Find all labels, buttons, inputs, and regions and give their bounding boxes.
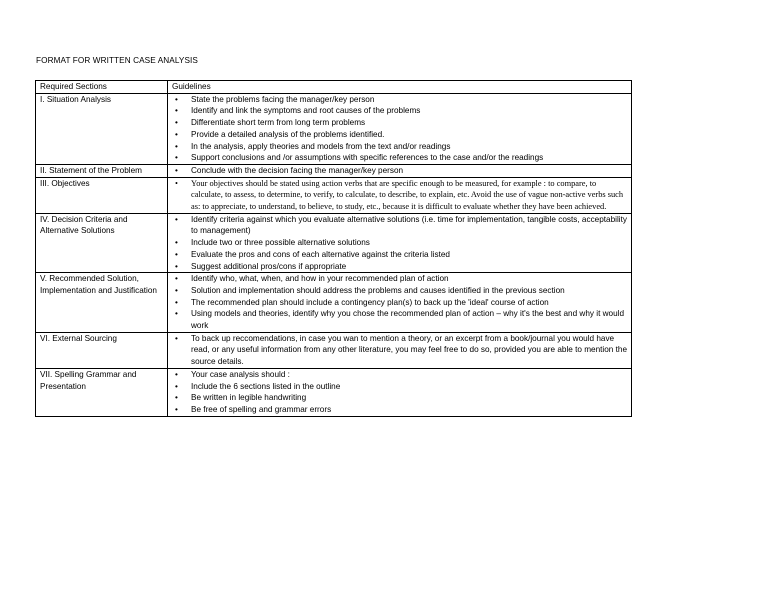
guideline-item: • Your case analysis should : [172, 369, 631, 381]
table-row [36, 368, 632, 416]
guideline-item: • Identify criteria against which you evaluate alternative solutions (i.e. time for implementation, tangible costs, acceptability to management) [172, 214, 631, 237]
table-row [36, 164, 632, 177]
guideline-item: • In the analysis, apply theories and models from the text and/or readings [172, 141, 631, 153]
guideline-item: • Conclude with the decision facing the manager/key person [172, 165, 631, 177]
guideline-item: • State the problems facing the manager/key person [172, 94, 631, 106]
guideline-item: • To back up reccomendations, in case you wan to mention a theory, or an excerpt from a book/journal you would have read, or any useful information from any other literature, you may feel free to do so, provided you are able to mention the source details. [172, 333, 631, 368]
case-analysis-table [35, 80, 632, 417]
guideline-list [172, 178, 631, 213]
guideline-item: • Provide a detailed analysis of the problems identified. [172, 129, 631, 141]
guidelines-cell [168, 164, 632, 177]
section-recommended-solution: V. Recommended Solution, Implementation and Justification [36, 273, 168, 333]
table-row [36, 332, 632, 368]
section-spelling-grammar: VII. Spelling Grammar and Presentation [36, 368, 168, 416]
guidelines-cell [168, 332, 632, 368]
table-row [36, 93, 632, 164]
guideline-item: • Identify who, what, when, and how in your recommended plan of action [172, 273, 631, 285]
guidelines-cell [168, 177, 632, 213]
table-header-row [36, 81, 632, 94]
guideline-item: • Include the 6 sections listed in the outline [172, 381, 631, 393]
guideline-list [172, 273, 631, 332]
guideline-list [172, 214, 631, 273]
guidelines-cell [168, 93, 632, 164]
guideline-list [172, 333, 631, 368]
guideline-item: • Be free of spelling and grammar errors [172, 404, 631, 416]
guideline-item: • Using models and theories, identify why you chose the recommended plan of action – why it's the best and why it would work [172, 308, 631, 331]
guideline-item: • Be written in legible handwriting [172, 392, 631, 404]
guideline-item: • Suggest additional pros/cons if appropriate [172, 261, 631, 273]
table-row [36, 213, 632, 273]
guideline-item: • Support conclusions and /or assumptions with specific references to the case and/or the readings [172, 152, 631, 164]
guideline-item: • Solution and implementation should address the problems and causes identified in the previous section [172, 285, 631, 297]
section-decision-criteria: IV. Decision Criteria and Alternative Solutions [36, 213, 168, 273]
guideline-item: • Evaluate the pros and cons of each alternative against the criteria listed [172, 249, 631, 261]
section-situation-analysis: I. Situation Analysis [36, 93, 168, 164]
guideline-list [172, 165, 631, 177]
table-row [36, 273, 632, 333]
guidelines-cell [168, 273, 632, 333]
header-guidelines: Guidelines [168, 81, 632, 94]
guidelines-cell [168, 213, 632, 273]
header-required-sections: Required Sections [36, 81, 168, 94]
guideline-item: • The recommended plan should include a contingency plan(s) to back up the 'ideal' course of action [172, 297, 631, 309]
document-title: FORMAT FOR WRITTEN CASE ANALYSIS [36, 56, 198, 65]
guideline-item: • Differentiate short term from long term problems [172, 117, 631, 129]
table-row [36, 177, 632, 213]
guideline-item: • Your objectives should be stated using action verbs that are specific enough to be measured, for example : to compare, to calculate, to assess, to determine, to verify, to calculate, to describe, to explain, etc. Avoid the use of vague non-active verbs such as: to appreciate, to understand, to believe, to study, etc., because it is difficult to evaluate whether they have been achieved. [172, 178, 631, 213]
guideline-item: • Include two or three possible alternative solutions [172, 237, 631, 249]
section-external-sourcing: VI. External Sourcing [36, 332, 168, 368]
section-objectives: III. Objectives [36, 177, 168, 213]
section-statement-of-problem: II. Statement of the Problem [36, 164, 168, 177]
guidelines-cell [168, 368, 632, 416]
guideline-list [172, 94, 631, 164]
guideline-list [172, 369, 631, 416]
guideline-item: • Identify and link the symptoms and root causes of the problems [172, 105, 631, 117]
